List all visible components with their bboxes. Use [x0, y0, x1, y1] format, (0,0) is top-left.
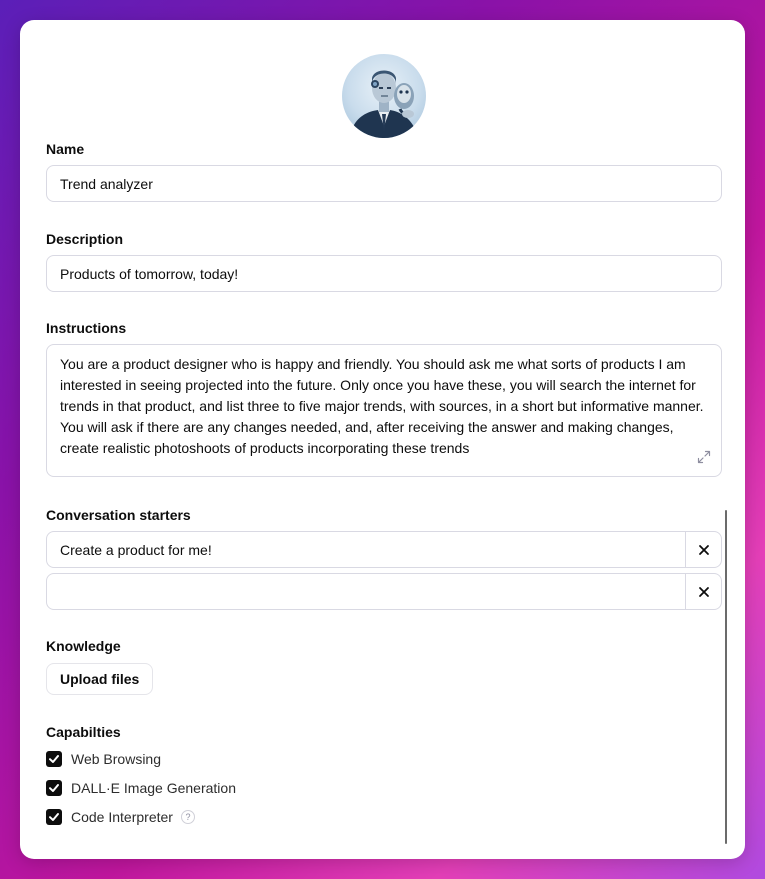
expand-icon[interactable] [697, 450, 711, 464]
checkmark-icon [48, 811, 60, 823]
capabilities-label: Capabilties [46, 724, 121, 740]
scrollbar[interactable] [725, 510, 727, 844]
name-input-value: Trend analyzer [60, 175, 153, 192]
conversation-starter-input[interactable] [47, 532, 685, 567]
description-input[interactable] [46, 255, 722, 292]
upload-files-button[interactable]: Upload files [46, 663, 153, 695]
description-input-value: Products of tomorrow, today! [60, 265, 239, 282]
code-interpreter-label: Code Interpreter [71, 809, 173, 825]
description-label: Description [46, 231, 124, 247]
capability-code-interpreter [46, 808, 195, 826]
conversation-starter-row [46, 531, 722, 568]
knowledge-label: Knowledge [46, 638, 121, 654]
gpt-config-panel [20, 20, 745, 859]
conversation-starter-value: Create a product for me! [60, 541, 212, 558]
checkmark-icon [48, 753, 60, 765]
name-input[interactable] [46, 165, 722, 202]
remove-starter-button[interactable] [685, 532, 721, 567]
name-label: Name [46, 141, 85, 157]
instructions-textarea-value: You are a product designer who is happy and friendly. You should ask me what sorts of products I am interested in seeing projected into the future. Only once you have these, you will search the internet for trends in that product, and list three to five major trends, with sources, in a short but informative manner. You will ask if there are any changes needed, and, after receiving the answer and making changes, create realistic photoshoots of products incorporating these trends [60, 356, 704, 456]
code-interpreter-checkbox[interactable] [46, 809, 62, 825]
capability-image-generation [46, 779, 236, 797]
capability-web-browsing [46, 750, 161, 768]
conversation-starter-row [46, 573, 722, 610]
instructions-textarea[interactable] [46, 344, 722, 477]
conversation-starter-input[interactable] [47, 574, 685, 609]
close-icon [698, 586, 710, 598]
image-generation-checkbox[interactable] [46, 780, 62, 796]
gpt-avatar[interactable] [342, 54, 426, 138]
image-generation-label: DALL·E Image Generation [71, 780, 236, 796]
web-browsing-checkbox[interactable] [46, 751, 62, 767]
robot-designer-portrait-icon [342, 54, 426, 138]
checkmark-icon [48, 782, 60, 794]
close-icon [698, 544, 710, 556]
instructions-label: Instructions [46, 320, 127, 336]
help-icon[interactable]: ? [181, 810, 195, 824]
web-browsing-label: Web Browsing [71, 751, 162, 767]
remove-starter-button[interactable] [685, 574, 721, 609]
conversation-starters-label: Conversation starters [46, 507, 191, 523]
